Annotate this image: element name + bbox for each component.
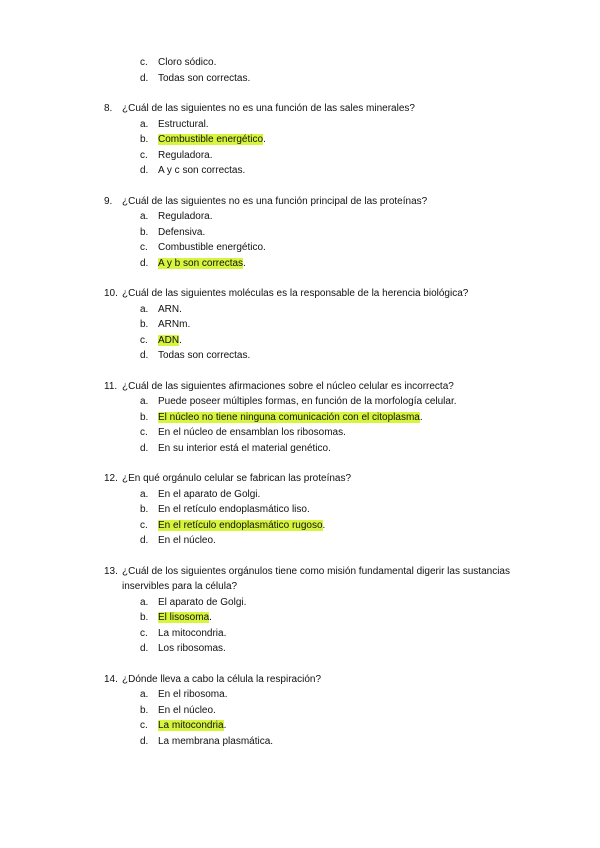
answer-option [0,226,600,239]
option-letter: d. [140,72,149,84]
option-text-wrap [158,257,246,270]
option-text-wrap [158,503,310,516]
answer-option [0,719,600,732]
option-text: Defensiva. [158,226,206,238]
option-text: Reguladora. [158,149,213,161]
option-letter: c. [140,427,148,438]
answer-option [0,503,600,516]
answer-option [0,334,600,347]
option-text: En el ribosoma. [158,689,228,700]
option-text: La mitocondria. [158,627,227,639]
option-text-wrap [158,426,346,439]
question-number: 12. [104,473,118,484]
option-letter: c. [140,334,148,346]
option-text-wrap [158,149,212,162]
option-text: A y c son correctas. [158,165,246,176]
option-text: Los ribosomas. [158,643,226,654]
question-number: 14. [104,673,118,685]
question-text: ¿En qué orgánulo celular se fabrican las proteínas? [122,473,352,484]
option-letter: d. [140,165,149,176]
option-letter: b. [140,612,149,623]
option-text-wrap [158,72,250,85]
option-text: Reguladora. [158,211,213,222]
highlighted-answer: A y b son correctas [158,257,244,269]
option-text: Todas son correctas. [158,350,251,361]
highlighted-answer: La mitocondria [158,720,224,731]
option-text: ARN. [158,303,182,315]
option-text: En el núcleo. [158,535,216,546]
option-text: ARNm. [158,319,191,330]
option-letter: d. [140,535,149,546]
question-line [0,195,600,208]
option-text: En el núcleo. [158,704,216,716]
option-letter: a. [140,689,149,700]
answer-option [0,318,600,331]
option-letter: d. [140,442,149,454]
option-letter: c. [140,242,148,253]
option-text-wrap [158,164,245,177]
option-text: Todas son correctas. [158,72,251,84]
question-line [0,580,600,593]
option-text-wrap [158,627,226,640]
option-text-wrap [158,318,190,331]
question-line [0,673,600,686]
option-text-wrap [158,642,226,655]
option-letter: d. [140,735,149,747]
option-suffix: . [179,334,182,346]
option-text-wrap [158,210,212,223]
answer-option [0,704,600,717]
option-text-wrap [158,133,266,146]
option-letter: a. [140,396,149,407]
answer-option [0,488,600,501]
option-text: Estructural. [158,118,209,130]
answer-option [0,688,600,701]
option-letter: b. [140,411,149,423]
option-letter: c. [140,57,148,68]
question-line [0,380,600,393]
option-letter: a. [140,488,149,500]
option-text-wrap [158,735,273,748]
question-text: ¿Cuál de las siguientes no es una función de las sales minerales? [122,103,415,114]
answer-option [0,164,600,177]
answer-option [0,519,600,532]
question-number: 13. [104,565,118,577]
option-letter: c. [140,627,148,639]
option-text: Puede poseer múltiples formas, en función de la morfología celular. [158,396,457,407]
highlighted-answer: En el retículo endoplasmático rugoso [158,519,323,531]
answer-option [0,118,600,131]
option-suffix: . [322,519,326,531]
option-text-wrap [158,534,216,547]
answer-option [0,257,600,270]
option-text: En el aparato de Golgi. [158,488,261,500]
question-number: 10. [104,288,118,299]
answer-option [0,210,600,223]
highlighted-answer: ADN [158,334,180,346]
answer-option [0,642,600,655]
option-text-wrap [158,611,212,624]
highlighted-answer: El lisosoma [158,612,210,623]
option-text: Cloro sódico. [158,57,217,68]
option-letter: b. [140,704,149,716]
answer-option [0,133,600,146]
option-text-wrap [158,442,331,455]
question-text: ¿Cuál de las siguientes moléculas es la responsable de la herencia biológica? [122,288,469,299]
question-number: 9. [104,195,113,207]
answer-option [0,303,600,316]
option-text: En su interior está el material genético. [158,442,331,454]
option-text-wrap [158,596,246,609]
option-text-wrap [158,349,250,362]
option-text-wrap [158,704,216,717]
option-letter: d. [140,350,149,361]
question-text: ¿Cuál de los siguientes orgánulos tiene como misión fundamental digerir las sustancias [122,565,510,577]
question-line [0,565,600,578]
option-text-wrap [158,395,457,408]
question-text: ¿Dónde lleva a cabo la célula la respiración? [122,673,322,685]
answer-option [0,735,600,748]
option-text: Combustible energético. [158,242,266,253]
option-letter: a. [140,211,149,222]
continued-option [0,56,600,69]
option-text-wrap [158,488,260,501]
answer-option [0,534,600,547]
answer-option [0,596,600,609]
question-line [0,472,600,485]
answer-option [0,627,600,640]
option-letter: a. [140,303,149,315]
highlighted-answer: Combustible energético [158,134,264,145]
answer-option [0,426,600,439]
answer-option [0,411,600,424]
option-suffix: . [243,257,246,269]
option-text-wrap [158,411,423,424]
option-letter: b. [140,134,149,145]
option-text-wrap [158,334,182,347]
question-number: 11. [104,380,118,392]
option-letter: a. [140,118,149,130]
answer-option [0,442,600,455]
answer-option [0,395,600,408]
answer-option [0,349,600,362]
question-line [0,102,600,115]
answer-option [0,611,600,624]
option-suffix: . [419,411,423,423]
answer-option [0,241,600,254]
highlighted-answer: El núcleo no tiene ninguna comunicación con el citoplasma [158,411,420,423]
option-text: En el núcleo de ensamblan los ribosomas. [158,427,346,438]
option-letter: d. [140,257,149,269]
option-text-wrap [158,241,266,254]
option-text-wrap [158,519,325,532]
option-suffix: . [209,612,212,623]
option-suffix: . [263,134,266,145]
option-suffix: . [223,720,227,731]
option-letter: d. [140,643,149,654]
option-text-wrap [158,303,182,316]
option-letter: b. [140,319,149,330]
answer-option [0,149,600,162]
option-text: El aparato de Golgi. [158,596,247,608]
option-text-wrap [158,118,209,131]
option-letter: a. [140,596,149,608]
option-text: En el retículo endoplasmático liso. [158,504,310,515]
option-letter: c. [140,519,148,531]
option-letter: b. [140,226,149,238]
question-text: ¿Cuál de las siguientes afirmaciones sobre el núcleo celular es incorrecta? [122,380,454,392]
option-text-wrap [158,56,216,69]
option-text: La membrana plasmática. [158,735,274,747]
option-text-wrap [158,688,227,701]
option-letter: c. [140,149,148,161]
continued-option [0,72,600,85]
option-text-wrap [158,719,226,732]
option-letter: c. [140,720,148,731]
question-line [0,287,600,300]
option-letter: b. [140,504,149,515]
option-text-wrap [158,226,205,239]
question-text: inservibles para la célula? [122,581,238,592]
question-number: 8. [104,103,113,114]
question-text: ¿Cuál de las siguientes no es una función principal de las proteínas? [122,195,428,207]
